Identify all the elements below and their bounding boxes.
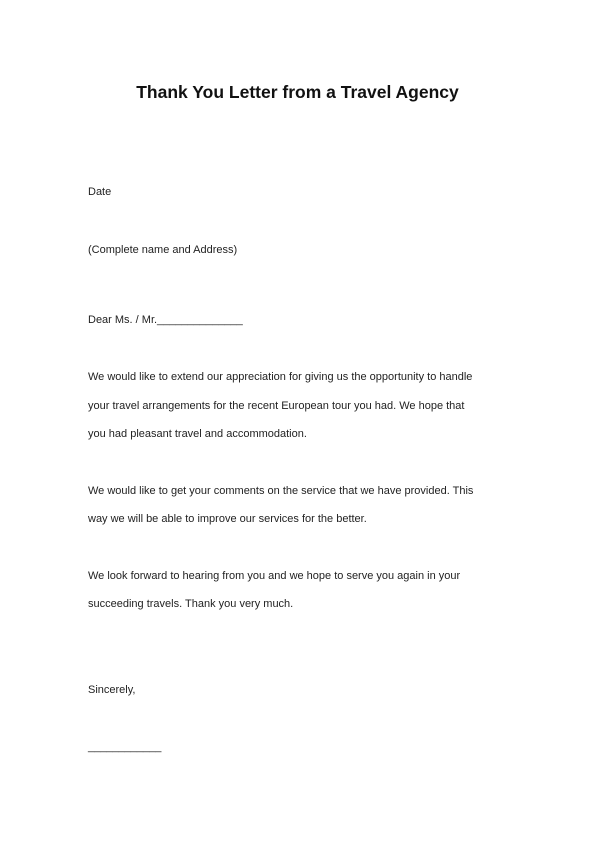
paragraph-2-line-1: We would like to get your comments on the service that we have provided. This [88, 485, 474, 497]
paragraph-1-line-1: We would like to extend our appreciation for giving us the opportunity to handle [88, 371, 473, 383]
address-placeholder: (Complete name and Address) [88, 244, 238, 256]
paragraph-1-line-2: your travel arrangements for the recent European tour you had. We hope that [88, 400, 465, 412]
paragraph-3-line-2: succeeding travels. Thank you very much. [88, 598, 294, 610]
signature-line: ____________ [88, 741, 162, 753]
closing: Sincerely, [88, 684, 136, 696]
paragraph-3-line-1: We look forward to hearing from you and we hope to serve you again in your [88, 570, 461, 582]
salutation: Dear Ms. / Mr.______________ [88, 314, 243, 326]
paragraph-2-line-2: way we will be able to improve our services for the better. [88, 513, 367, 525]
paragraph-1-line-3: you had pleasant travel and accommodation. [88, 428, 307, 440]
date-label: Date [88, 186, 112, 198]
page-title: Thank You Letter from a Travel Agency [136, 82, 459, 102]
